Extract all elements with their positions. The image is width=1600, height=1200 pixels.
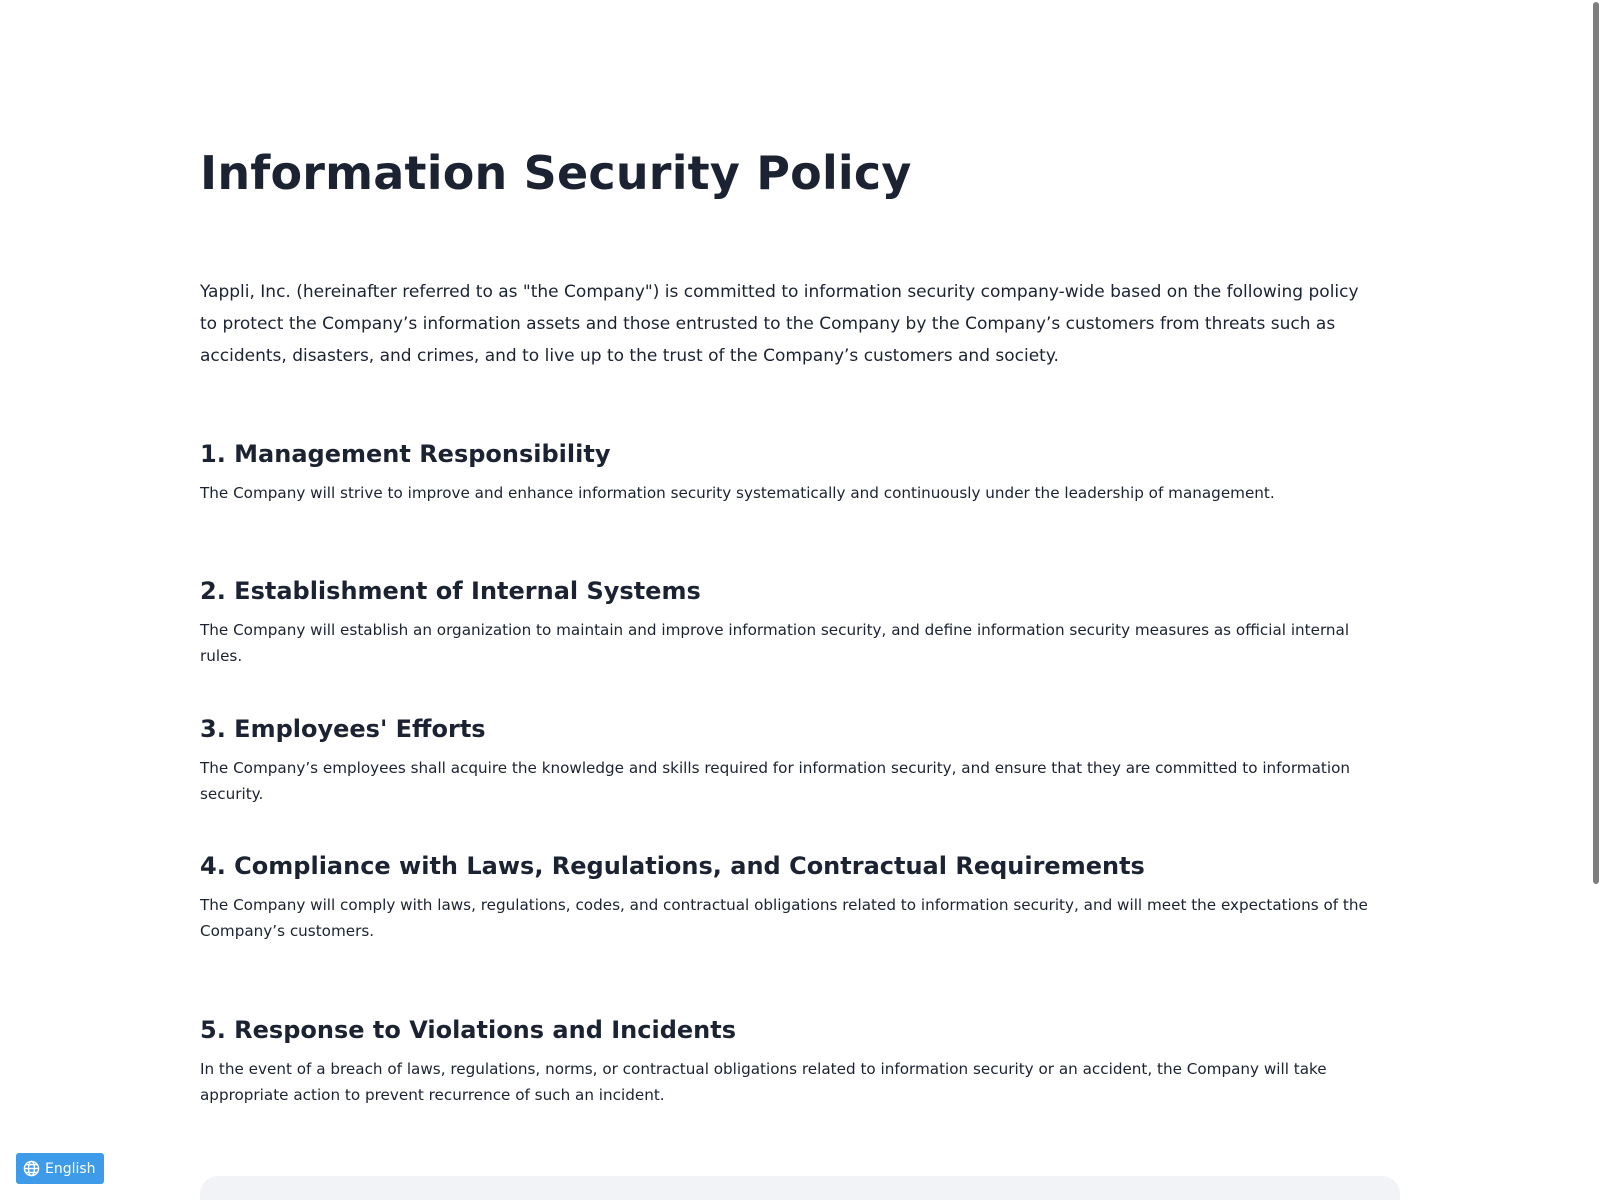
- policy-section-management-responsibility: [200, 438, 1380, 506]
- language-switcher-button[interactable]: [16, 1153, 104, 1184]
- language-label: English: [45, 1160, 96, 1177]
- scrollbar-thumb[interactable]: [1593, 2, 1599, 884]
- section-body: The Company will comply with laws, regulations, codes, and contractual obligations related to information security, and will meet the expectations of the Company’s customers.: [200, 896, 1368, 940]
- scrollbar[interactable]: [1592, 0, 1600, 1200]
- policy-section-compliance: [200, 850, 1380, 944]
- intro-paragraph: Yappli, Inc. (hereinafter referred to as "the Company") is committed to information security company-wide based on the following policy to protect the Company’s information assets and those entrusted to the Company by the Company’s customers from threats such as accidents, disasters, and crimes, and to live up to the trust of the Company’s customers and society.: [200, 282, 1359, 366]
- section-heading: 1. Management Responsibility: [200, 440, 611, 468]
- section-body: In the event of a breach of laws, regulations, norms, or contractual obligations related to information security or an accident, the Company will take appropriate action to prevent recurrence of such an incident.: [200, 1060, 1327, 1104]
- section-body: The Company will strive to improve and enhance information security systematically and continuously under the leadership of management.: [200, 484, 1275, 502]
- section-heading: 2. Establishment of Internal Systems: [200, 577, 701, 605]
- section-heading: 5. Response to Violations and Incidents: [200, 1016, 736, 1044]
- section-body: The Company’s employees shall acquire the knowledge and skills required for information security, and ensure that they are committed to information security.: [200, 759, 1350, 803]
- globe-icon: [23, 1160, 40, 1177]
- footer-card: [200, 1176, 1400, 1200]
- page-title: Information Security Policy: [200, 146, 912, 200]
- policy-section-violations-incidents: [200, 1014, 1380, 1108]
- section-heading: 4. Compliance with Laws, Regulations, and Contractual Requirements: [200, 852, 1145, 880]
- section-body: The Company will establish an organization to maintain and improve information security, and define information security measures as official internal rules.: [200, 621, 1350, 665]
- section-heading: 3. Employees' Efforts: [200, 715, 486, 743]
- policy-section-internal-systems: [200, 575, 1380, 669]
- policy-section-employees-efforts: [200, 713, 1380, 807]
